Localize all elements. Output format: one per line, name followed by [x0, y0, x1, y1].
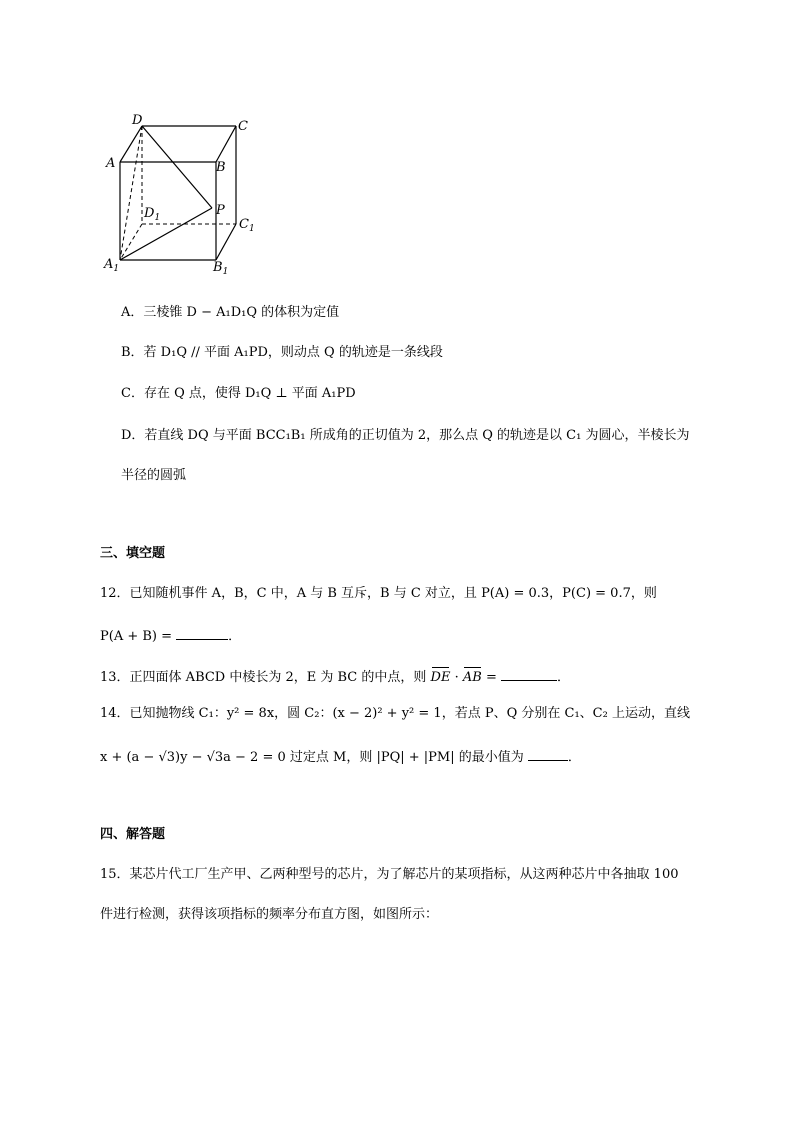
vector-DE — [431, 670, 451, 686]
edge-B1C1 — [216, 224, 236, 260]
question-13 — [100, 668, 570, 686]
section-answer-title: 四、解答题 — [100, 827, 166, 842]
question-13-end: ． — [556, 670, 570, 685]
question-12-end: ． — [228, 629, 242, 644]
vector-arrow — [432, 667, 450, 668]
equals-sign: = — [481, 670, 497, 685]
answer-blank-14[interactable] — [528, 748, 568, 761]
question-15-line1: 15．某芯片代工厂生产甲、乙两种型号的芯片，为了解芯片的某项指标，从这两种芯片中各抽取 100 — [100, 867, 679, 882]
answer-blank-12[interactable] — [176, 627, 228, 640]
vector-AB-label: AB — [462, 670, 482, 685]
edge-A1P — [120, 208, 212, 260]
edge-DA1 — [120, 126, 142, 260]
question-14-end: ． — [567, 750, 581, 765]
edge-D1A1 — [120, 224, 142, 260]
section-fill-in-title: 三、填空题 — [100, 546, 166, 561]
label-C: C — [238, 119, 248, 134]
option-b: B．若 D₁Q // 平面 A₁PD，则动点 Q 的轨迹是一条线段 — [121, 345, 443, 360]
label-A: A — [106, 156, 116, 171]
question-14-line2 — [100, 748, 581, 766]
edge-DP — [142, 126, 212, 208]
label-B1: $B_1$ — [213, 260, 229, 277]
label-D: D — [132, 113, 143, 128]
answer-blank-13[interactable] — [501, 668, 557, 681]
cube-figure — [100, 110, 270, 280]
cube-diagram — [100, 110, 270, 280]
vector-arrow — [464, 667, 481, 668]
edge-DA — [120, 126, 142, 162]
option-c: C．存在 Q 点，使得 D₁Q ⊥ 平面 A₁PD — [121, 386, 356, 401]
question-12-line1: 12．已知随机事件 A，B，C 中，A 与 B 互斥，B 与 C 对立，且 P(A) = 0.3，P(C) = 0.7，则 — [100, 586, 657, 601]
question-14-line1: 14．已知抛物线 C₁：y² = 8x，圆 C₂：(x − 2)² + y² = 1，若点 P、Q 分别在 C₁、C₂ 上运动，直线 — [100, 706, 690, 721]
vector-AB — [463, 670, 482, 686]
label-C1: $C_1$ — [239, 217, 255, 234]
question-13-text: 13．正四面体 ABCD 中棱长为 2，E 为 BC 的中点，则 — [100, 670, 427, 685]
label-D1: $D_1$ — [144, 206, 161, 223]
label-B: B — [216, 160, 226, 175]
edge-CB — [216, 126, 236, 162]
label-P: P — [216, 203, 225, 218]
label-A1: $A_1$ — [104, 257, 120, 274]
vector-DE-label: DE — [430, 670, 451, 685]
question-15-line2: 件进行检测，获得该项指标的频率分布直方图，如图所示： — [100, 907, 439, 922]
question-12-expression: P(A + B) = — [100, 629, 173, 644]
option-d-line1: D．若直线 DQ 与平面 BCC₁B₁ 所成角的正切值为 2，那么点 Q 的轨迹是以 C₁ 为圆心，半棱长为 — [121, 428, 690, 443]
dot-operator: · — [450, 670, 463, 685]
question-14-expression: x + (a − √3)y − √3a − 2 = 0 过定点 M，则 |PQ| + |PM| 的最小值为 — [100, 750, 524, 765]
option-d-line2: 半径的圆弧 — [121, 468, 187, 483]
question-12-line2 — [100, 627, 241, 645]
option-a: A．三棱锥 D − A₁D₁Q 的体积为定值 — [121, 305, 340, 320]
